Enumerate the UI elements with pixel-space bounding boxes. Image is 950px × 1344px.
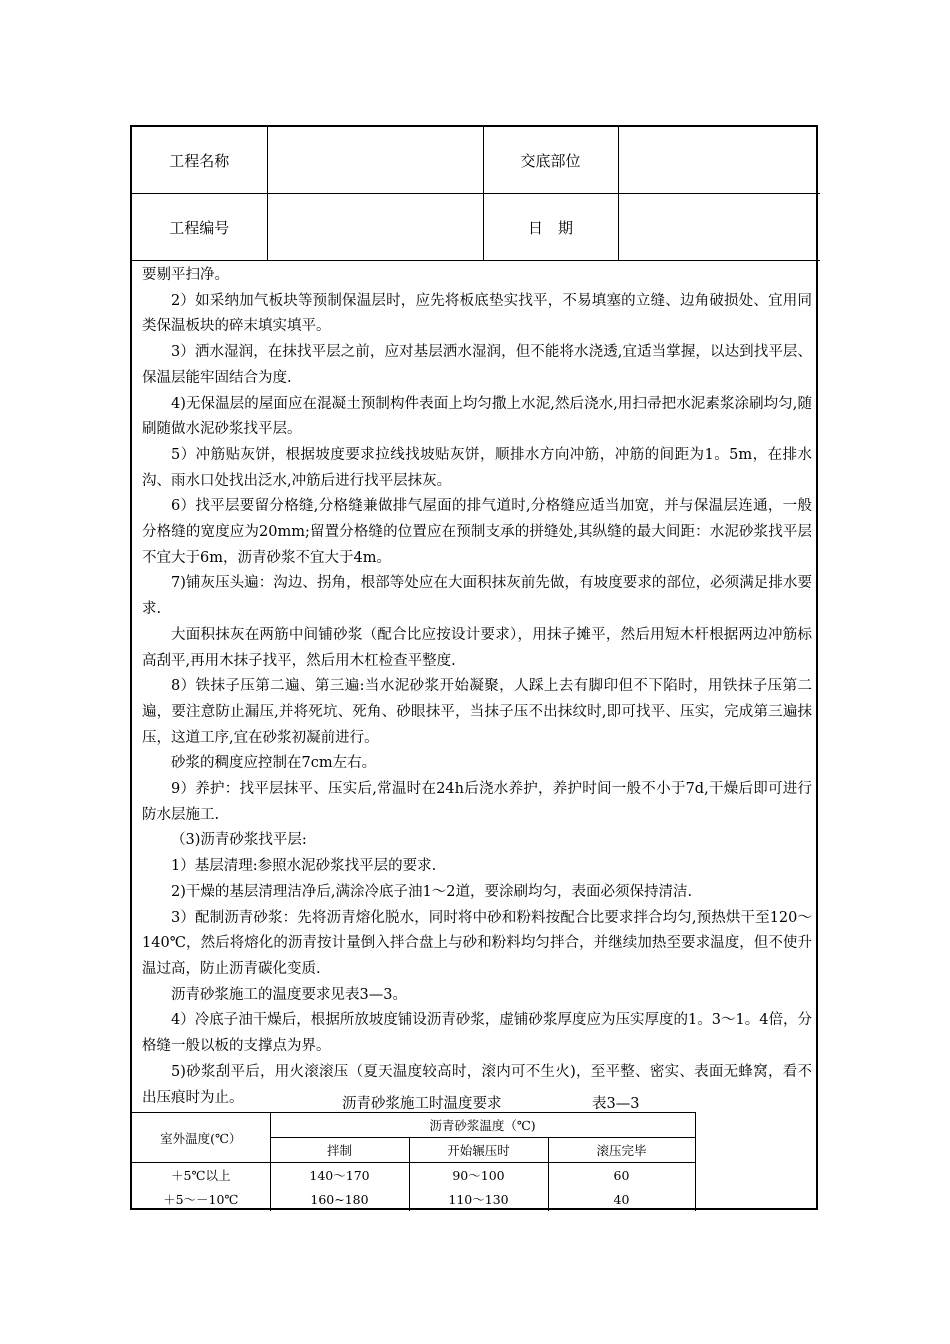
col-start-rolling: 开始辗压时 [409, 1138, 548, 1163]
paragraph: 2）如采纳加气板块等预制保温层时，应先将板底垫实找平，不易填塞的立缝、边角破损处、宜用同类保温板块的碎末填实填平。 [142, 292, 812, 335]
paragraph: 9）养护：找平层抹平、压实后,常温时在24h后浇水养护，养护时间一般不小于7d,干燥后即可进行防水层施工. [142, 781, 812, 823]
asphalt-temp-header: 沥青砂浆温度（℃) [270, 1113, 695, 1138]
table-cell: ＋5～－10℃ [132, 1187, 270, 1211]
table-cell: 40 [548, 1187, 695, 1211]
paragraph: （3)沥青砂浆找平层: [171, 832, 307, 849]
project-no-label: 工程编号 [132, 194, 267, 261]
disclosure-form [130, 125, 818, 1210]
col-rolling-done: 滚压完毕 [548, 1138, 695, 1163]
table-cell: 60 [548, 1163, 695, 1188]
paragraph: 3）配制沥青砂浆：先将沥青熔化脱水，同时将中砂和粉料按配合比要求拌合均匀,预热烘干至120～140℃，然后将熔化的沥青按计量倒入拌合盘上与砂和粉料均匀拌合，并继续加热至要求温度，但不使升温过高，防止沥青碳化变质. [142, 909, 812, 977]
paragraph: 2)干燥的基层清理洁净后,满涂冷底子油1～2道，要涂刷均匀，表面必须保持清洁. [171, 883, 693, 900]
paragraph: 4)无保温层的屋面应在混凝土预制构件表面上均匀撒上水泥,然后浇水,用扫帚把水泥素浆涂刷均匀,随刷随做水泥砂浆找平层。 [142, 395, 812, 438]
paragraph: 8）铁抹子压第二遍、第三遍:当水泥砂浆开始凝聚，人踩上去有脚印但不下陷时，用铁抹子压第二遍，要注意防止漏压,并将死坑、死角、砂眼抹平，当抹子压不出抹纹时,即可找平、压实，完成第三遍抹压，这道工序,宜在砂浆初凝前进行。 [142, 678, 812, 746]
project-no-value [267, 194, 483, 261]
date-label: 日 期 [483, 194, 618, 261]
project-name-value [267, 127, 483, 194]
table-title: 沥青砂浆施工时温度要求 [342, 1096, 502, 1112]
paragraph: 大面积抹灰在两筋中间铺砂浆（配合比应按设计要求），用抹子摊平，然后用短木杆根据两边冲筋标高刮平,再用木抹子找平，然后用木杠检查平整度. [142, 626, 812, 669]
disclosure-part-label: 交底部位 [483, 127, 618, 194]
paragraph: 沥青砂浆施工的温度要求见表3—3。 [171, 986, 407, 1003]
table-cell: 90～100 [409, 1163, 548, 1188]
disclosure-part-value [618, 127, 820, 194]
col-mixing: 拌制 [270, 1138, 409, 1163]
paragraph: 4）冷底子油干燥后，根据所放坡度铺设沥青砂浆，虚铺砂浆厚度应为压实厚度的1。3～1。4倍，分格缝一般以板的支撑点为界。 [142, 1012, 812, 1055]
table-cell: 160~180 [270, 1187, 409, 1211]
paragraph: 1）基层清理:参照水泥砂浆找平层的要求. [171, 858, 437, 875]
paragraph: 7)铺灰压头遍：沟边、拐角，根部等处应在大面积抹灰前先做，有坡度要求的部位，必须满足排水要求. [142, 575, 812, 618]
paragraph: 5）冲筋贴灰饼，根据坡度要求拉线找坡贴灰饼，顺排水方向冲筋，冲筋的间距为1。5m，在排水沟、雨水口处找出泛水,冲筋后进行找平层抹灰。 [142, 446, 812, 489]
table-number: 表3—3 [592, 1096, 640, 1112]
paragraph: 5)砂浆刮平后，用火滚滚压（夏天温度较高时，滚内可不生火)，至平整、密实、表面无蜂窝，看不出压痕时为止。 [142, 1063, 812, 1106]
header-table [132, 127, 820, 261]
temperature-table [132, 1112, 696, 1211]
paragraph: 要剔平扫净。 [142, 267, 229, 283]
table-cell: ＋5℃以上 [132, 1163, 270, 1188]
table-cell: 110～130 [409, 1187, 548, 1211]
paragraph: 3）洒水湿润，在抹找平层之前，应对基层洒水湿润，但不能将水浇透,宜适当掌握，以达到找平层、保温层能牢固结合为度. [142, 344, 812, 386]
project-name-label: 工程名称 [132, 127, 267, 194]
date-value [618, 194, 820, 261]
body-text [142, 263, 812, 1111]
table-cell: 140～170 [270, 1163, 409, 1188]
paragraph: 砂浆的稠度应控制在7cm左右。 [171, 755, 377, 772]
outdoor-temp-header: 室外温度(℃） [132, 1113, 270, 1163]
paragraph: 6）找平层要留分格缝,分格缝兼做排气屋面的排气道时,分格缝应适当加宽，并与保温层连通，一般分格缝的宽度应为20mm;留置分格缝的位置应在预制支承的拼缝处,其纵缝的最大间距：水泥砂浆找平层不宜大于6m，沥青砂浆不宜大于4m。 [142, 498, 812, 566]
